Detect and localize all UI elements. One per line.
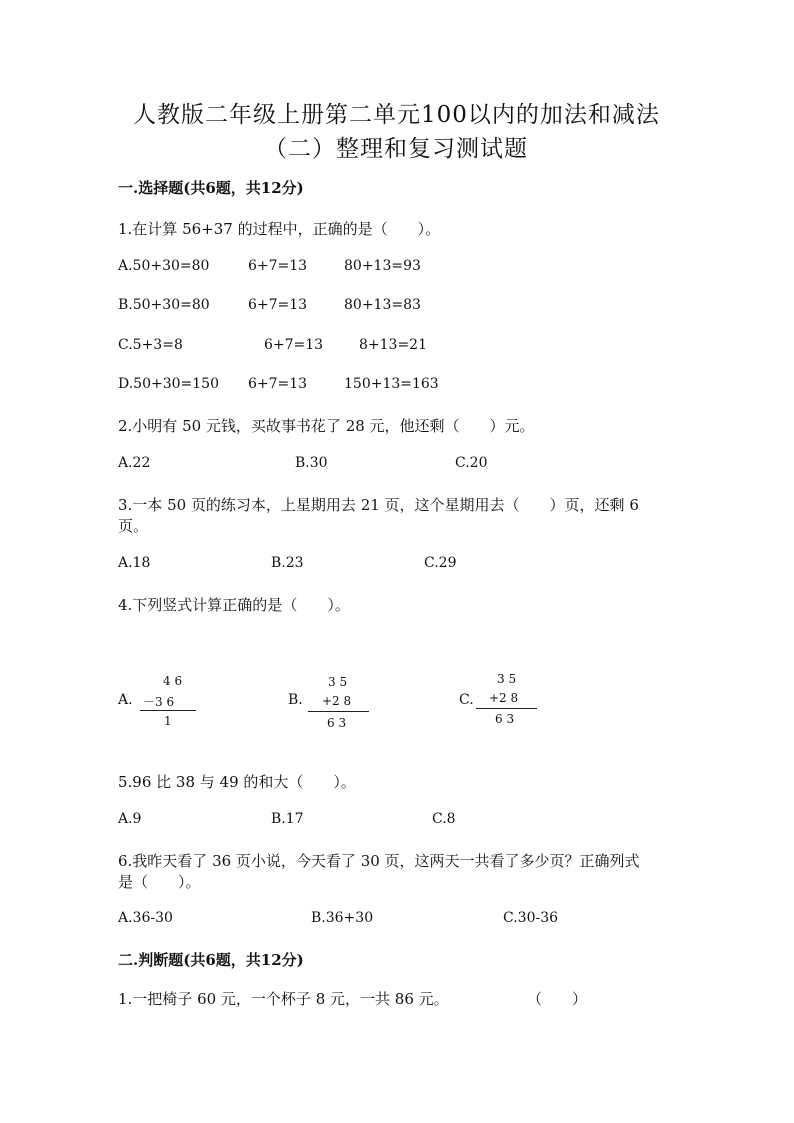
q1-option-c-part1[interactable]: C.5+3=8 — [118, 337, 183, 353]
section-heading-judgement: 二.判断题(共6题，共12分) — [118, 951, 304, 969]
q4-option-a-label[interactable]: A. — [118, 692, 133, 708]
question-3-stem-line1: 3.一本 50 页的练习本，上星期用去 21 页，这个星期用去（ ）页，还剩 6 — [118, 496, 639, 514]
judgement-question-1-answer-blank[interactable]: （ ） — [527, 990, 588, 1008]
q4-option-c-operand: +2 8 — [489, 691, 519, 705]
question-5-stem: 5.96 比 38 与 49 的和大（ ）。 — [118, 773, 356, 791]
q4-option-a-operand: －3 6 — [143, 695, 175, 709]
q1-option-d-part2: 6+7=13 — [248, 376, 308, 392]
question-4-stem: 4.下列竖式计算正确的是（ ）。 — [118, 596, 350, 614]
q1-option-a-part3: 80+13=93 — [344, 258, 421, 274]
q1-option-a-part2: 6+7=13 — [248, 258, 308, 274]
q4-option-b-top: 3 5 — [328, 675, 348, 689]
page-title-line1: 人教版二年级上册第二单元100以内的加法和减法 — [133, 102, 660, 128]
q4-option-a-result: 1 — [164, 714, 172, 728]
q4-option-c-line — [476, 708, 537, 709]
q2-option-a[interactable]: A.22 — [118, 455, 151, 471]
q1-option-c-part2: 6+7=13 — [264, 337, 324, 353]
q1-option-b-part2: 6+7=13 — [248, 297, 308, 313]
q6-option-c[interactable]: C.30-36 — [503, 910, 559, 926]
q1-option-c-part3: 8+13=21 — [359, 337, 427, 353]
q4-option-a-line — [140, 710, 196, 711]
q5-option-b[interactable]: B.17 — [271, 811, 304, 827]
q1-option-d-part3: 150+13=163 — [344, 376, 439, 392]
q6-option-a[interactable]: A.36-30 — [118, 910, 173, 926]
q4-option-c-result: 6 3 — [495, 712, 515, 726]
q5-option-c[interactable]: C.8 — [432, 811, 456, 827]
q1-option-a-part1[interactable]: A.50+30=80 — [118, 258, 210, 274]
q3-option-a[interactable]: A.18 — [118, 555, 151, 571]
q4-option-b-result: 6 3 — [327, 716, 347, 730]
question-3-stem-line2: 页。 — [118, 517, 149, 535]
q4-option-b-line — [308, 711, 369, 712]
q5-option-a[interactable]: A.9 — [118, 811, 142, 827]
q1-option-b-part3: 80+13=83 — [344, 297, 421, 313]
q6-option-b[interactable]: B.36+30 — [311, 910, 374, 926]
q4-option-a-top: 4 6 — [163, 674, 183, 688]
q4-option-b-label[interactable]: B. — [288, 692, 303, 708]
q4-option-c-top: 3 5 — [497, 672, 517, 686]
question-6-stem-line1: 6.我昨天看了 36 页小说，今天看了 30 页，这两天一共看了多少页？正确列式 — [118, 852, 640, 870]
q4-option-c-label[interactable]: C. — [459, 692, 474, 708]
q4-option-b-operand: +2 8 — [322, 694, 352, 708]
judgement-question-1-stem: 1.一把椅子 60 元，一个杯子 8 元，一共 86 元。 — [118, 990, 449, 1008]
page-title-line2: （二）整理和复习测试题 — [264, 136, 528, 162]
question-2-stem: 2.小明有 50 元钱，买故事书花了 28 元，他还剩（ ）元。 — [118, 417, 535, 435]
question-6-stem-line2: 是（ ）。 — [118, 873, 201, 891]
q3-option-b[interactable]: B.23 — [271, 555, 304, 571]
q1-option-b-part1[interactable]: B.50+30=80 — [118, 297, 210, 313]
q2-option-c[interactable]: C.20 — [455, 455, 488, 471]
q1-option-d-part1[interactable]: D.50+30=150 — [118, 376, 219, 392]
q2-option-b[interactable]: B.30 — [295, 455, 328, 471]
q3-option-c[interactable]: C.29 — [424, 555, 457, 571]
question-1-stem: 1.在计算 56+37 的过程中，正确的是（ ）。 — [118, 220, 441, 238]
section-heading-choice: 一.选择题(共6题，共12分) — [118, 179, 304, 197]
